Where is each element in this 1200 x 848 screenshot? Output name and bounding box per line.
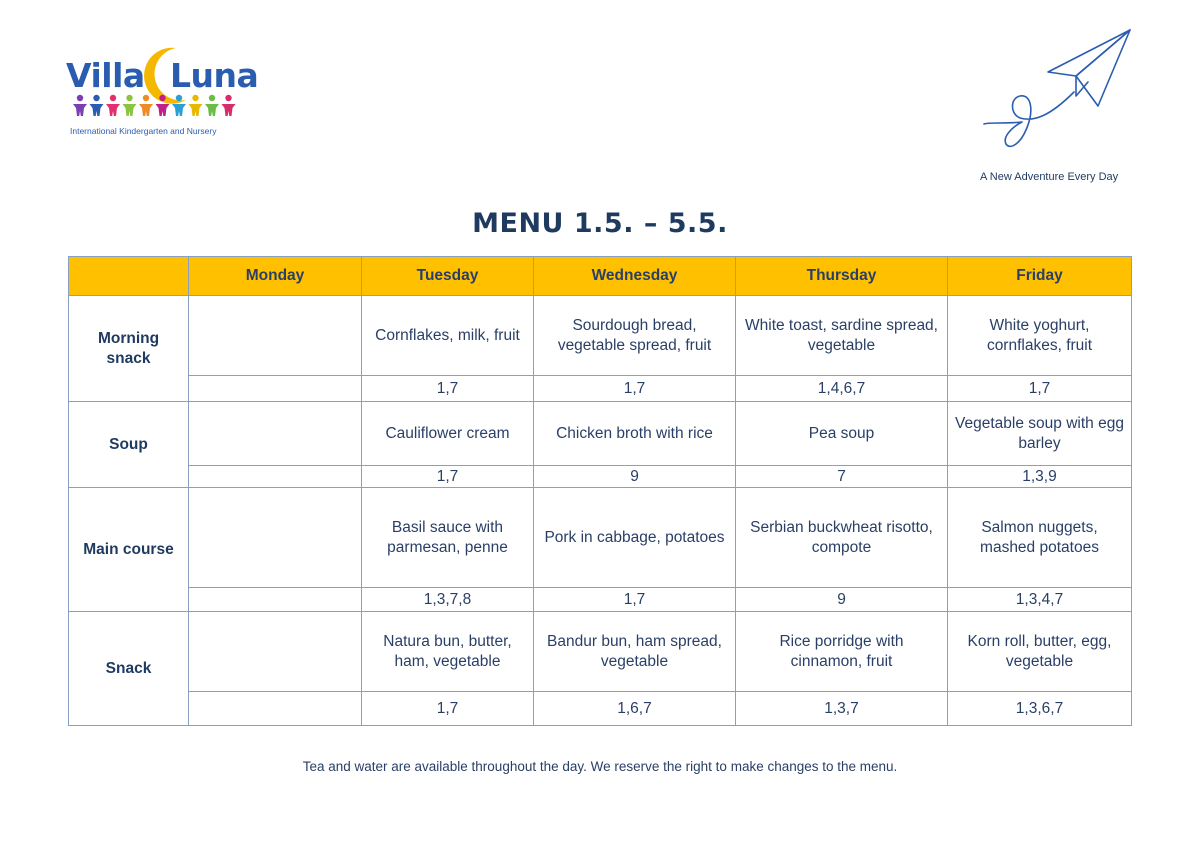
- category-cell: Main course: [69, 488, 189, 612]
- allergen-cell: [189, 692, 362, 726]
- children-figures-icon: [72, 94, 240, 116]
- allergen-row: [69, 692, 1132, 726]
- allergen-cell: 1,4,6,7: [736, 376, 948, 402]
- day-header: Monday: [189, 257, 362, 296]
- allergen-cell: 1,3,7: [736, 692, 948, 726]
- logo-word-villa: Villa: [66, 56, 145, 95]
- allergen-cell: 1,3,4,7: [948, 588, 1132, 612]
- dish-cell: Cauliflower cream: [362, 402, 534, 466]
- dish-cell: Serbian buckwheat risotto, compote: [736, 488, 948, 588]
- day-header: Friday: [948, 257, 1132, 296]
- child-figure-icon: [139, 95, 153, 116]
- allergen-cell: 1,7: [534, 588, 736, 612]
- page-title: MENU 1.5. – 5.5.: [472, 208, 728, 239]
- allergen-cell: 7: [736, 466, 948, 488]
- dish-cell: Natura bun, butter, ham, vegetable: [362, 612, 534, 692]
- dish-row: [69, 612, 1132, 692]
- allergen-cell: 9: [534, 466, 736, 488]
- allergen-cell: 1,3,9: [948, 466, 1132, 488]
- dish-cell: Vegetable soup with egg barley: [948, 402, 1132, 466]
- child-figure-icon: [123, 95, 137, 116]
- dish-cell: Sourdough bread, vegetable spread, fruit: [534, 296, 736, 376]
- category-cell: Snack: [69, 612, 189, 726]
- dish-cell: Cornflakes, milk, fruit: [362, 296, 534, 376]
- dish-row: [69, 402, 1132, 466]
- allergen-cell: 1,3,6,7: [948, 692, 1132, 726]
- child-figure-icon: [90, 95, 104, 116]
- day-header: Thursday: [736, 257, 948, 296]
- dish-cell: [189, 488, 362, 588]
- dish-cell: Rice porridge with cinnamon, fruit: [736, 612, 948, 692]
- dish-cell: [189, 612, 362, 692]
- allergen-cell: [189, 376, 362, 402]
- allergen-cell: 1,6,7: [534, 692, 736, 726]
- allergen-cell: 1,7: [362, 466, 534, 488]
- child-figure-icon: [156, 95, 170, 116]
- allergen-row: [69, 588, 1132, 612]
- dish-cell: [189, 296, 362, 376]
- child-figure-icon: [205, 95, 219, 116]
- villa-luna-logo: [66, 44, 266, 144]
- dish-cell: Pea soup: [736, 402, 948, 466]
- category-cell: Morning snack: [69, 296, 189, 402]
- category-cell: Soup: [69, 402, 189, 488]
- dish-cell: Basil sauce with parmesan, penne: [362, 488, 534, 588]
- header-corner: [69, 257, 189, 296]
- dish-cell: White yoghurt, cornflakes, fruit: [948, 296, 1132, 376]
- header-row: [69, 257, 1132, 296]
- footer-note: Tea and water are available throughout the day. We reserve the right to make changes to the menu.: [302, 759, 898, 774]
- dish-row: [69, 296, 1132, 376]
- logo-word-luna: Luna: [170, 56, 259, 95]
- allergen-cell: 1,7: [362, 692, 534, 726]
- allergen-cell: 1,7: [948, 376, 1132, 402]
- dish-cell: Bandur bun, ham spread, vegetable: [534, 612, 736, 692]
- logo-tagline: International Kindergarten and Nursery: [70, 126, 217, 136]
- child-figure-icon: [73, 95, 87, 116]
- paper-plane-icon: [980, 26, 1140, 161]
- child-figure-icon: [222, 95, 236, 116]
- day-header: Tuesday: [362, 257, 534, 296]
- allergen-cell: 1,3,7,8: [362, 588, 534, 612]
- dish-cell: White toast, sardine spread, vegetable: [736, 296, 948, 376]
- slogan: A New Adventure Every Day: [980, 171, 1119, 183]
- dish-cell: Korn roll, butter, egg, vegetable: [948, 612, 1132, 692]
- allergen-cell: [189, 466, 362, 488]
- dish-cell: Chicken broth with rice: [534, 402, 736, 466]
- dish-cell: Salmon nuggets, mashed potatoes: [948, 488, 1132, 588]
- menu-table: [68, 256, 1132, 726]
- allergen-cell: 9: [736, 588, 948, 612]
- dish-row: [69, 488, 1132, 588]
- child-figure-icon: [106, 95, 120, 116]
- child-figure-icon: [189, 95, 203, 116]
- dish-cell: [189, 402, 362, 466]
- allergen-cell: 1,7: [362, 376, 534, 402]
- dish-cell: Pork in cabbage, potatoes: [534, 488, 736, 588]
- allergen-cell: 1,7: [534, 376, 736, 402]
- allergen-row: [69, 466, 1132, 488]
- allergen-cell: [189, 588, 362, 612]
- allergen-row: [69, 376, 1132, 402]
- day-header: Wednesday: [534, 257, 736, 296]
- child-figure-icon: [172, 95, 186, 116]
